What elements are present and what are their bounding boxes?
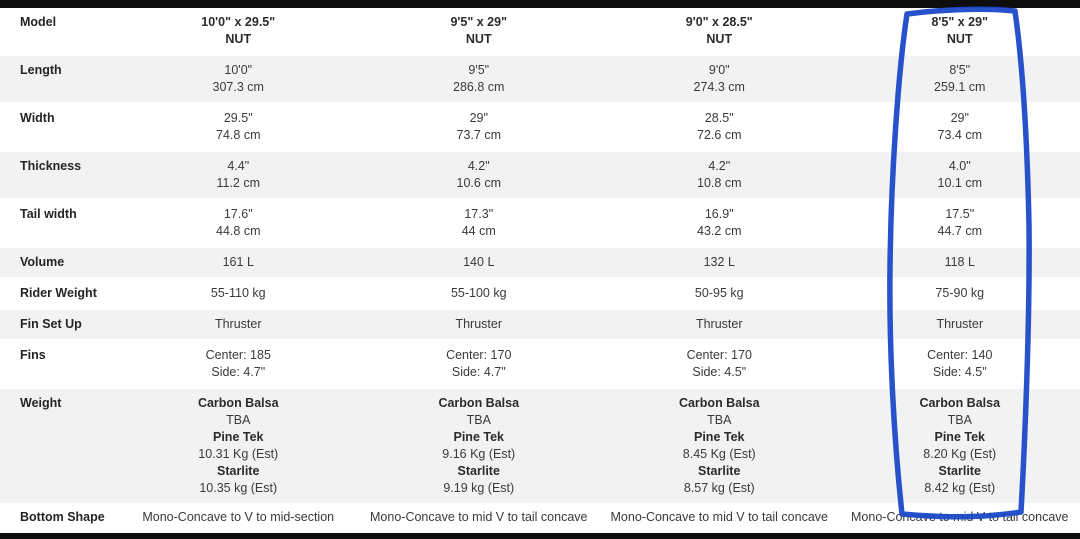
cell-line: Side: 4.5" bbox=[932, 365, 987, 379]
cell-line: Carbon Balsa bbox=[678, 396, 760, 410]
row-label: Bottom Shape bbox=[20, 510, 105, 524]
spec-cell bbox=[118, 316, 359, 333]
top-black-bar bbox=[0, 0, 1080, 8]
spec-cell bbox=[359, 509, 600, 526]
cell-line: Center: 140 bbox=[927, 348, 993, 362]
spec-cell bbox=[840, 14, 1080, 48]
spec-cell bbox=[118, 509, 359, 526]
row-label: Fin Set Up bbox=[20, 317, 82, 331]
cell-line: Thruster bbox=[695, 317, 743, 331]
spec-cell bbox=[840, 158, 1080, 192]
table-row-width bbox=[0, 104, 1080, 150]
row-label: Length bbox=[20, 63, 62, 77]
cell-line: 10.8 cm bbox=[697, 176, 742, 190]
cell-line: Starlite bbox=[698, 464, 741, 478]
row-label: Thickness bbox=[20, 159, 82, 173]
cell-line: 161 L bbox=[222, 255, 254, 269]
spec-cell bbox=[599, 395, 840, 497]
row-label: Width bbox=[20, 111, 55, 125]
spec-cell bbox=[359, 14, 600, 48]
table-row-fins bbox=[0, 341, 1080, 387]
cell-line: 286.8 cm bbox=[453, 80, 505, 94]
cell-line: 44 cm bbox=[461, 224, 496, 238]
spec-cell bbox=[840, 509, 1080, 526]
cell-line: 17.3" bbox=[464, 207, 494, 221]
row-label: Weight bbox=[20, 396, 62, 410]
spec-cell bbox=[840, 285, 1080, 302]
spec-cell bbox=[359, 110, 600, 144]
cell-line: 10.1 cm bbox=[937, 176, 982, 190]
cell-line: NUT bbox=[225, 32, 252, 46]
cell-line: 10'0" bbox=[224, 63, 253, 77]
spec-cell bbox=[118, 347, 359, 381]
cell-line: 4.4" bbox=[227, 159, 250, 173]
spec-cell bbox=[118, 62, 359, 96]
spec-cell bbox=[118, 14, 359, 48]
cell-line: NUT bbox=[706, 32, 733, 46]
cell-line: TBA bbox=[947, 413, 972, 427]
spec-cell bbox=[599, 158, 840, 192]
row-label: Fins bbox=[20, 348, 46, 362]
table-row-thickness bbox=[0, 152, 1080, 198]
cell-line: 73.7 cm bbox=[456, 128, 501, 142]
cell-line: Mono-Concave to mid V to tail concave bbox=[370, 510, 588, 524]
cell-line: 8'5" bbox=[949, 63, 971, 77]
cell-line: Carbon Balsa bbox=[438, 396, 520, 410]
spec-cell bbox=[359, 62, 600, 96]
cell-line: 4.2" bbox=[708, 159, 731, 173]
cell-line: 55-110 kg bbox=[210, 286, 266, 300]
cell-line: 44.7 cm bbox=[937, 224, 982, 238]
cell-line: 8.45 Kg (Est) bbox=[682, 447, 756, 461]
row-label: Volume bbox=[20, 255, 65, 269]
cell-line: Starlite bbox=[217, 464, 260, 478]
spec-cell bbox=[599, 206, 840, 240]
cell-line: 10.31 Kg (Est) bbox=[198, 447, 279, 461]
spec-cell bbox=[118, 158, 359, 192]
cell-line: Pine Tek bbox=[694, 430, 745, 444]
spec-cell bbox=[840, 110, 1080, 144]
spec-cell bbox=[359, 316, 600, 333]
cell-line: 16.9" bbox=[704, 207, 734, 221]
cell-line: Pine Tek bbox=[213, 430, 264, 444]
cell-line: Mono-Concave to V to mid-section bbox=[142, 510, 335, 524]
cell-line: 74.8 cm bbox=[216, 128, 261, 142]
bottom-black-bar bbox=[0, 533, 1080, 539]
spec-cell bbox=[118, 285, 359, 302]
cell-line: 9.19 kg (Est) bbox=[443, 481, 515, 495]
cell-line: 9'5" bbox=[468, 63, 490, 77]
table-row-weight bbox=[0, 389, 1080, 503]
row-label: Model bbox=[20, 15, 57, 29]
cell-line: Center: 170 bbox=[686, 348, 752, 362]
cell-line: 140 L bbox=[463, 255, 495, 269]
cell-line: 28.5" bbox=[704, 111, 734, 125]
cell-line: 274.3 cm bbox=[693, 80, 745, 94]
cell-line: Mono-Concave to mid V to tail concave bbox=[851, 510, 1069, 524]
cell-line: Starlite bbox=[938, 464, 981, 478]
spec-table bbox=[0, 8, 1080, 530]
cell-line: Side: 4.5" bbox=[692, 365, 747, 379]
cell-line: 9'0" x 28.5" bbox=[685, 15, 753, 29]
cell-line: Mono-Concave to mid V to tail concave bbox=[610, 510, 828, 524]
cell-line: 8.42 kg (Est) bbox=[924, 481, 996, 495]
spec-cell bbox=[359, 347, 600, 381]
cell-line: Pine Tek bbox=[453, 430, 504, 444]
cell-line: 10'0" x 29.5" bbox=[201, 15, 276, 29]
spec-cell bbox=[359, 254, 600, 271]
cell-line: TBA bbox=[226, 413, 251, 427]
cell-line: 9'5" x 29" bbox=[450, 15, 508, 29]
cell-line: Thruster bbox=[455, 317, 503, 331]
cell-line: NUT bbox=[946, 32, 973, 46]
cell-line: 8'5" x 29" bbox=[931, 15, 989, 29]
table-row-rider-weight bbox=[0, 279, 1080, 308]
spec-cell bbox=[599, 285, 840, 302]
table-row-fin-set-up bbox=[0, 310, 1080, 339]
cell-line: 307.3 cm bbox=[212, 80, 264, 94]
cell-line: 4.0" bbox=[948, 159, 971, 173]
cell-line: 29.5" bbox=[223, 111, 253, 125]
spec-cell bbox=[599, 254, 840, 271]
row-label: Tail width bbox=[20, 207, 77, 221]
cell-line: 259.1 cm bbox=[934, 80, 986, 94]
cell-line: Center: 185 bbox=[205, 348, 271, 362]
spec-cell bbox=[599, 14, 840, 48]
spec-cell bbox=[118, 395, 359, 497]
cell-line: 44.8 cm bbox=[216, 224, 261, 238]
cell-line: 9'0" bbox=[708, 63, 730, 77]
table-row-bottom-shape bbox=[0, 505, 1080, 528]
spec-cell bbox=[599, 316, 840, 333]
cell-line: 10.6 cm bbox=[456, 176, 501, 190]
cell-line: 75-90 kg bbox=[935, 286, 985, 300]
spec-cell bbox=[840, 395, 1080, 497]
cell-line: Starlite bbox=[457, 464, 500, 478]
cell-line: Carbon Balsa bbox=[197, 396, 279, 410]
table-row-length bbox=[0, 56, 1080, 102]
cell-line: 118 L bbox=[944, 255, 975, 269]
cell-line: Side: 4.7" bbox=[451, 365, 506, 379]
spec-cell bbox=[359, 395, 600, 497]
spec-cell bbox=[840, 347, 1080, 381]
spec-cell bbox=[599, 509, 840, 526]
cell-line: 72.6 cm bbox=[697, 128, 742, 142]
cell-line: 9.16 Kg (Est) bbox=[442, 447, 516, 461]
spec-cell bbox=[599, 62, 840, 96]
cell-line: 132 L bbox=[703, 255, 735, 269]
spec-cell bbox=[359, 206, 600, 240]
spec-cell bbox=[599, 347, 840, 381]
cell-line: Carbon Balsa bbox=[919, 396, 1001, 410]
cell-line: Thruster bbox=[936, 317, 984, 331]
cell-line: Thruster bbox=[214, 317, 262, 331]
cell-line: 29" bbox=[469, 111, 488, 125]
cell-line: 4.2" bbox=[467, 159, 490, 173]
cell-line: 8.20 Kg (Est) bbox=[923, 447, 997, 461]
cell-line: Side: 4.7" bbox=[211, 365, 266, 379]
table-row-volume bbox=[0, 248, 1080, 277]
cell-line: 29" bbox=[950, 111, 969, 125]
cell-line: 55-100 kg bbox=[450, 286, 507, 300]
spec-cell bbox=[118, 254, 359, 271]
cell-line: Pine Tek bbox=[934, 430, 985, 444]
spec-cell bbox=[840, 316, 1080, 333]
cell-line: 43.2 cm bbox=[697, 224, 742, 238]
table-row-model bbox=[0, 8, 1080, 54]
cell-line: 73.4 cm bbox=[937, 128, 982, 142]
cell-line: Center: 170 bbox=[446, 348, 512, 362]
spec-cell bbox=[359, 285, 600, 302]
spec-cell bbox=[840, 206, 1080, 240]
cell-line: 10.35 kg (Est) bbox=[199, 481, 278, 495]
spec-cell bbox=[359, 158, 600, 192]
table-row-tail-width bbox=[0, 200, 1080, 246]
spec-cell bbox=[118, 206, 359, 240]
row-label: Rider Weight bbox=[20, 286, 97, 300]
cell-line: 17.6" bbox=[223, 207, 253, 221]
spec-cell bbox=[840, 62, 1080, 96]
spec-cell bbox=[840, 254, 1080, 271]
cell-line: 8.57 kg (Est) bbox=[683, 481, 755, 495]
spec-cell bbox=[599, 110, 840, 144]
cell-line: 17.5" bbox=[945, 207, 975, 221]
cell-line: TBA bbox=[707, 413, 732, 427]
cell-line: 11.2 cm bbox=[216, 176, 261, 190]
cell-line: TBA bbox=[466, 413, 491, 427]
cell-line: NUT bbox=[465, 32, 492, 46]
spec-cell bbox=[118, 110, 359, 144]
cell-line: 50-95 kg bbox=[694, 286, 744, 300]
